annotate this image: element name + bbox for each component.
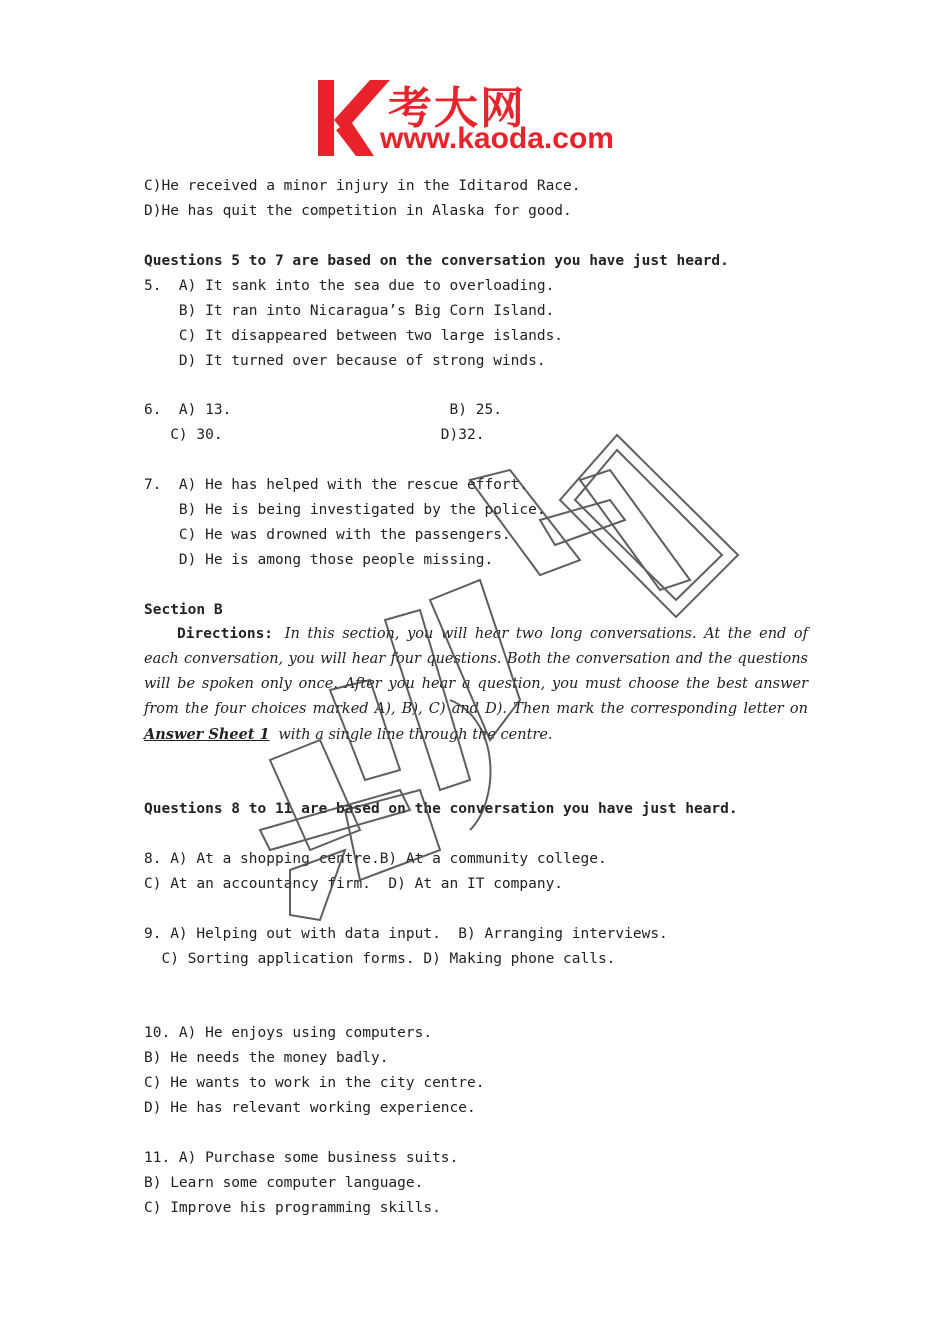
q4-option-c: C)He received a minor injury in the Iditarod Race. (144, 178, 581, 194)
q5-option-d: D) It turned over because of strong winds. (144, 353, 546, 369)
q8-11-heading: Questions 8 to 11 are based on the conversation you have just heard. (144, 801, 738, 817)
kaoda-logo[interactable] (318, 78, 638, 160)
q4-option-d: D)He has quit the competition in Alaska for good. (144, 203, 572, 219)
q11-option-b: B) Learn some computer language. (144, 1175, 424, 1191)
q6-options-cd: C) 30. D)32. (144, 427, 485, 443)
answer-sheet-link[interactable]: Answer Sheet 1 (144, 726, 270, 743)
q7-option-b: B) He is being investigated by the police. (144, 502, 546, 518)
logo-url-text: www.kaoda.com (380, 122, 614, 155)
directions-text: In this section, you will hear two long conversations. At the end of each conversation, you will hear four questions. Both the conversation and the questions will be spoken only once. After you hear a question, you must choose the best answer from the four choices marked A), B), C) and D). Then mark the corresponding letter on (144, 626, 808, 717)
logo-chinese-text: 考大网 (388, 83, 526, 134)
q5-option-b: B) It ran into Nicaragua’s Big Corn Island. (144, 303, 555, 319)
q9-options-ab: 9. A) Helping out with data input. B) Arranging interviews. (144, 926, 668, 942)
q10-option-b: B) He needs the money badly. (144, 1050, 389, 1066)
q5-option-c: C) It disappeared between two large islands. (144, 328, 564, 344)
q11-option-a: 11. A) Purchase some business suits. (144, 1150, 459, 1166)
directions-tail: with a single line through the centre. (278, 727, 553, 743)
q10-option-d: D) He has relevant working experience. (144, 1100, 476, 1116)
q6-options-ab: 6. A) 13. B) 25. (144, 402, 502, 418)
q7-option-d: D) He is among those people missing. (144, 552, 494, 568)
q10-option-c: C) He wants to work in the city centre. (144, 1075, 485, 1091)
q11-option-c: C) Improve his programming skills. (144, 1200, 441, 1216)
q7-option-c: C) He was drowned with the passengers. (144, 527, 511, 543)
q5-7-heading: Questions 5 to 7 are based on the conversation you have just heard. (144, 253, 729, 269)
section-b-title: Section B (144, 602, 223, 618)
section-b-directions (144, 622, 808, 748)
directions-label: Directions: (177, 626, 274, 642)
q8-options-ab: 8. A) At a shopping centre.B) At a community college. (144, 851, 607, 867)
q9-options-cd: C) Sorting application forms. D) Making phone calls. (144, 951, 616, 967)
q8-options-cd: C) At an accountancy firm. D) At an IT company. (144, 876, 564, 892)
q5-option-a: 5. A) It sank into the sea due to overloading. (144, 278, 555, 294)
q10-option-a: 10. A) He enjoys using computers. (144, 1025, 433, 1041)
q7-option-a: 7. A) He has helped with the rescue effort. (144, 477, 529, 493)
